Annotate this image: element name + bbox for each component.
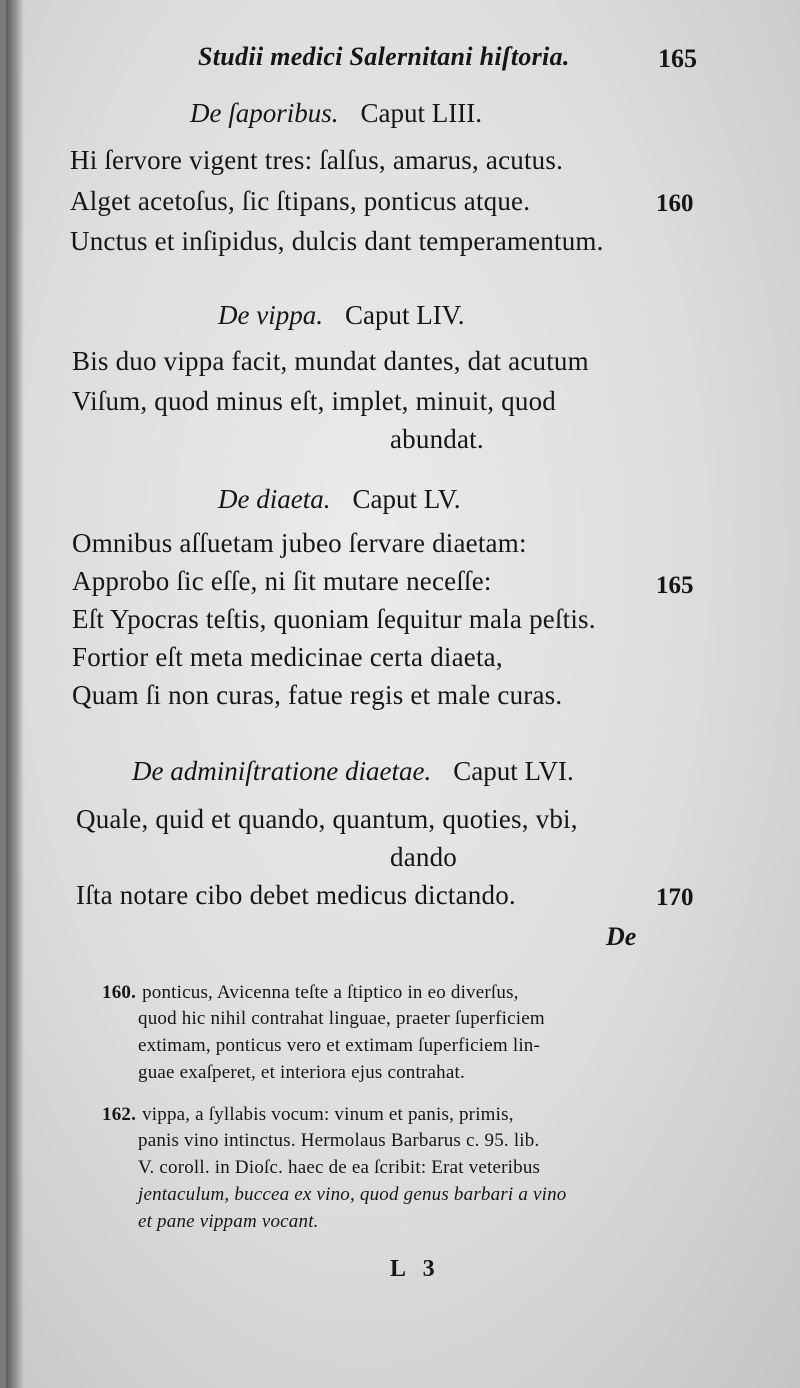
chapter-caput: Caput LV. [352,484,461,514]
footnote-line: et pane vippam vocant. [138,1211,319,1232]
chapter-caput: Caput LIII. [360,98,482,128]
footnote-line: guae exaſperet, et interiora ejus contrahat. [138,1062,465,1083]
verse-line: Omnibus aſſuetam jubeo ſervare diaetam: [72,528,527,558]
verse-line: Hi ſervore vigent tres: ſalſus, amarus, acutus. [70,145,564,175]
verse-line: Quam ſi non curas, fatue regis et male curas. [72,680,563,710]
verse-line: Viſum, quod minus eſt, implet, minuit, quod [72,386,556,416]
chapter-caput: Caput LVI. [453,756,574,786]
verse-line-number: 160 [656,190,694,217]
catchword: De [606,922,637,951]
footnote-line: extimam, ponticus vero et extimam ſuperficiem lin- [138,1035,541,1056]
page-spine-shadow [6,0,24,1388]
footnote-line: quod hic nihil contrahat linguae, praeter ſuperficiem [138,1008,545,1029]
page-number: 165 [658,44,697,73]
verse-line: Unctus et inſipidus, dulcis dant temperamentum. [70,226,604,256]
footnote-162 [102,1104,514,1126]
verse-line: Iſta notare cibo debet medicus dictando. [76,880,516,910]
footnote-line: ponticus, Avicenna teſte a ſtiptico in eo diverſus, [142,982,519,1003]
running-title: Studii medici Salernitani hiſtoria. [198,42,570,71]
chapter-title: De adminiſtratione diaetae. [132,756,432,786]
footnote-line: V. coroll. in Dioſc. haec de ea ſcribit: Erat veteribus [138,1157,541,1178]
verse-line: Quale, quid et quando, quantum, quoties, vbi, [76,804,578,834]
chapter-heading-lvi [132,756,574,787]
footnote-line: panis vino intinctus. Hermolaus Barbarus c. 95. lib. [138,1130,540,1151]
verse-line-number: 170 [656,884,694,911]
footnote-line: vippa, a ſyllabis vocum: vinum et panis, primis, [142,1104,514,1125]
verse-line: Fortior eſt meta medicinae certa diaeta, [72,642,503,672]
verse-line: Eſt Ypocras teſtis, quoniam ſequitur mala peſtis. [72,604,596,634]
footnote-160 [102,982,519,1004]
chapter-caput: Caput LIV. [344,300,465,330]
verse-line: Bis duo vippa facit, mundat dantes, dat acutum [72,346,589,376]
verse-line-number: 165 [656,572,694,599]
chapter-title: De ſaporibus. [190,98,339,128]
verse-line: abundat. [390,424,484,454]
chapter-heading-lv [218,484,461,515]
verse-line: Approbo ſic eſſe, ni ſit mutare neceſſe: [72,566,492,596]
book-page [6,0,800,1388]
verse-line: dando [390,842,457,872]
chapter-title: De diaeta. [218,484,331,514]
chapter-title: De vippa. [218,300,323,330]
chapter-heading-liii [190,98,482,129]
chapter-heading-liv [218,300,464,331]
footnote-number: 160. [102,982,137,1003]
verse-line: Alget acetoſus, ſic ſtipans, ponticus atque. [70,186,531,216]
footnote-number: 162. [102,1104,137,1125]
signature-mark: L 3 [390,1256,441,1282]
footnote-line: jentaculum, buccea ex vino, quod genus barbari a vino [138,1184,567,1205]
